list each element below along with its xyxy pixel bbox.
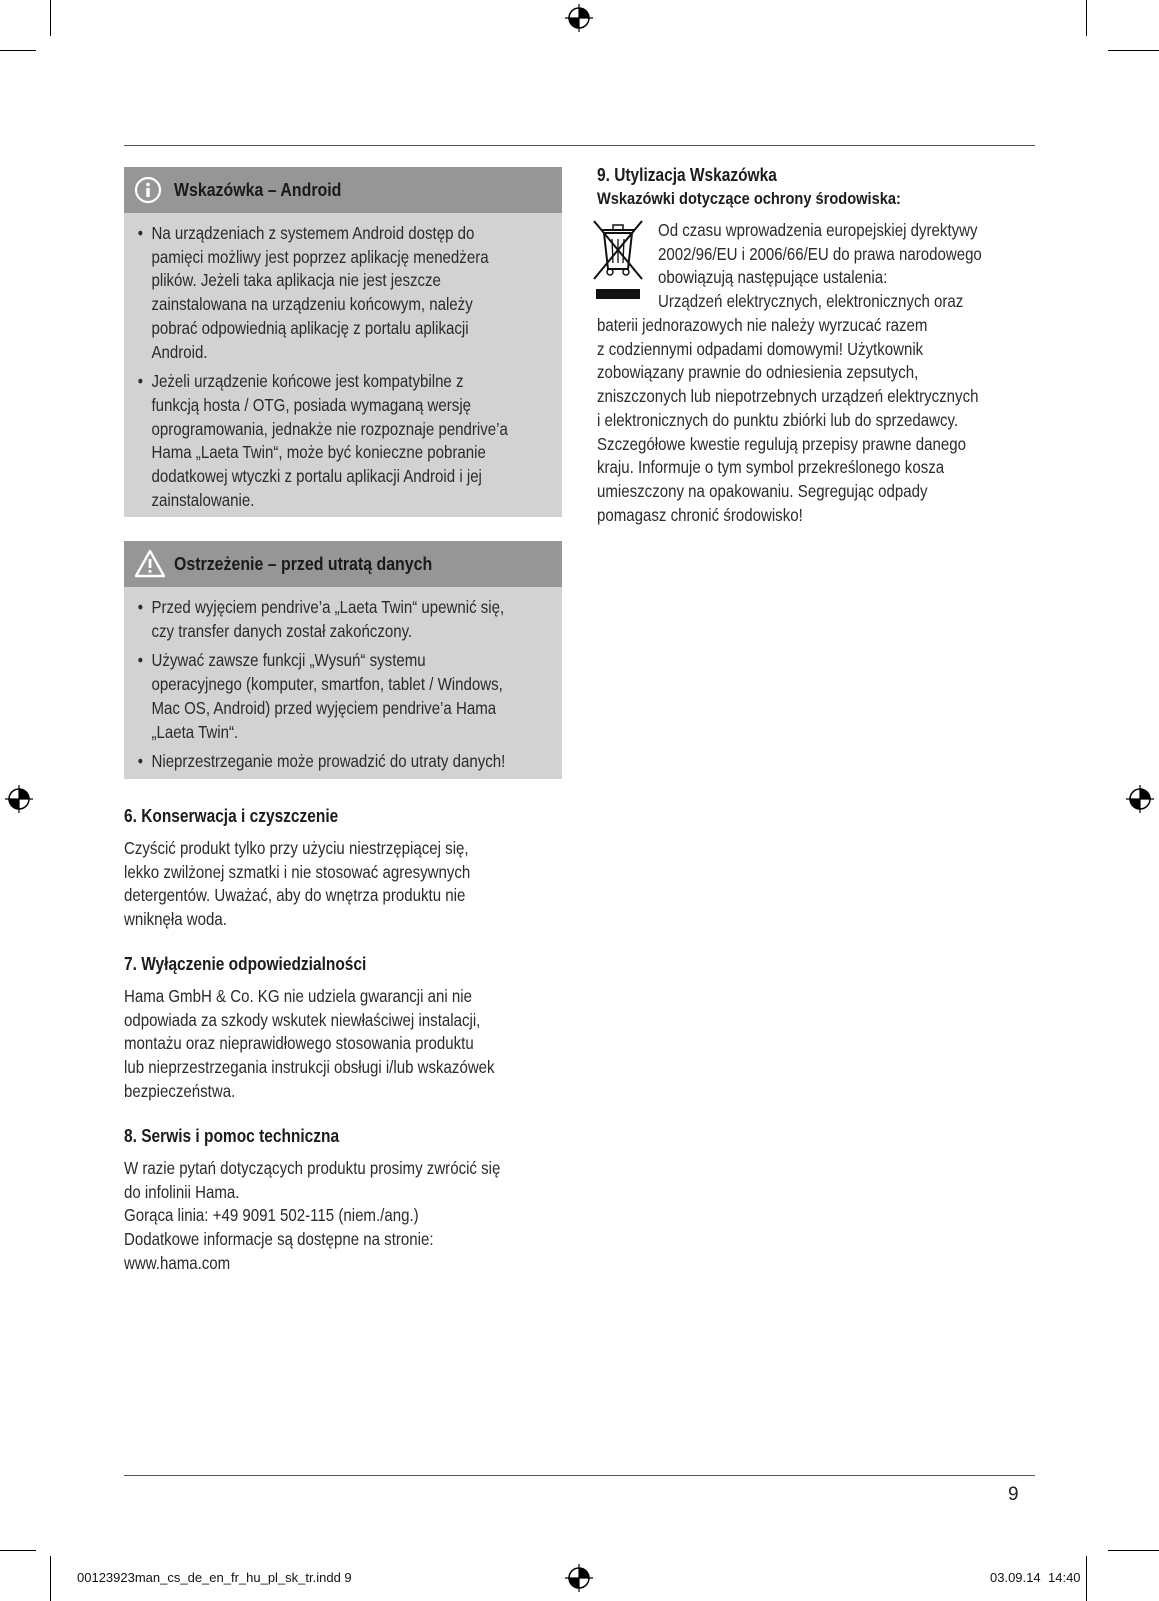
footer-time: 14:40: [1048, 1570, 1081, 1585]
section-6-heading: 6. Konserwacja i czyszczenie: [124, 806, 339, 826]
section-9-heading: 9. Utylizacja Wskazówka: [597, 165, 777, 185]
header-rule: [124, 145, 1035, 146]
hint-list: [136, 222, 508, 512]
crossed-out-bin-icon: [590, 217, 646, 302]
warning-box-body: [124, 587, 562, 779]
registration-mark-icon: [565, 4, 593, 32]
footer-rule: [124, 1475, 1035, 1476]
section-9-body: baterii jednorazowych nie należy wyrzucać razem z codziennymi odpadami domowymi! Użytkownik zobowiązany prawnie do odniesienia zepsutych, zniszczonych lub niepotrzebnych urządzeń elektrycznych i elektronicznych do punktu zbiórki lub do sprzedawcy. Szczegółowe kwestie regulują przepisy prawne danego kraju. Informuje o tym symbol przekreślonego kosza umieszczony na opakowaniu. Segregując odpady pomagasz chronić środowisko!: [597, 315, 979, 525]
warning-icon: [134, 549, 166, 579]
section-6-body: Czyścić produkt tylko przy użyciu niestrzępiącej się, lekko zwilżonej szmatki i nie stosować agresywnych detergentów. Uważać, aby do wnętrza produktu nie wniknęła woda.: [124, 838, 471, 930]
crop-mark: [50, 0, 51, 36]
warning-list: [136, 596, 505, 774]
section-7-heading: 7. Wyłączenie odpowiedzialności: [124, 954, 367, 974]
crop-mark: [1108, 1550, 1159, 1551]
footer-filename: 00123923man_cs_de_en_fr_hu_pl_sk_tr.indd 9: [77, 1570, 352, 1585]
page-number: 9: [1008, 1484, 1019, 1505]
warning-box-header: [124, 541, 562, 587]
list-item: • Nieprzestrzeganie może prowadzić do utraty danych!: [136, 750, 505, 774]
crop-mark: [0, 50, 36, 51]
hint-box-title: Wskazówka – Android: [174, 179, 342, 200]
footer-date: 03.09.14: [990, 1570, 1041, 1585]
list-item: • Przed wyjęciem pendrive’a „Laeta Twin“ upewnić się, czy transfer danych został zakończony.: [136, 596, 505, 643]
registration-mark-icon: [5, 785, 33, 813]
registration-mark-icon: [565, 1564, 593, 1592]
hint-box-header: [124, 167, 562, 213]
registration-mark-icon: [1126, 785, 1154, 813]
info-icon: [134, 176, 162, 204]
hint-box-body: [124, 213, 562, 517]
section-8-body: W razie pytań dotyczących produktu prosimy zwrócić się do infolinii Hama. Gorąca linia: +49 9091 502-115 (niem./ang.) Dodatkowe informacje są dostępne na stronie: www.hama.com: [124, 1158, 501, 1273]
crop-mark: [1086, 1556, 1087, 1601]
list-item: • Na urządzeniach z systemem Android dostęp do pamięci możliwy jest poprzez aplikację menedżera plików. Jeżeli taka aplikacja nie jest jeszcze zainstalowana na urządzeniu końcowym, należy pobrać odpowiednią aplikację z portalu aplikacji Android.: [136, 222, 508, 364]
crop-mark: [0, 1550, 36, 1551]
section-7-body: Hama GmbH & Co. KG nie udziela gwarancji ani nie odpowiada za szkody wskutek niewłaściwej instalacji, montażu oraz nieprawidłowego stosowania produktu lub nieprzestrzegania instrukcji obsługi i/lub wskazówek bezpieczeństwa.: [124, 986, 495, 1101]
crop-mark: [1108, 50, 1159, 51]
section-9-indented-text: Od czasu wprowadzenia europejskiej dyrektywy 2002/96/EU i 2006/66/EU do prawa narodowego obowiązują następujące ustalenia: Urządzeń elektrycznych, elektronicznych oraz: [658, 220, 982, 312]
section-9-subtitle: Wskazówki dotyczące ochrony środowiska:: [597, 189, 901, 208]
warning-box-title: Ostrzeżenie – przed utratą danych: [174, 553, 433, 574]
section-8-heading: 8. Serwis i pomoc techniczna: [124, 1126, 340, 1146]
crop-mark: [1086, 0, 1087, 36]
list-item: • Jeżeli urządzenie końcowe jest kompatybilne z funkcją hosta / OTG, posiada wymaganą wersję oprogramowania, jednakże nie rozpoznaje pendrive’a Hama „Laeta Twin“, może być konieczne pobranie dodatkowej wtyczki z portalu aplikacji Android i jej zainstalowanie.: [136, 370, 508, 512]
crop-mark: [50, 1556, 51, 1601]
list-item: • Używać zawsze funkcji „Wysuń“ systemu operacyjnego (komputer, smartfon, tablet / Windows, Mac OS, Android) przed wyjęciem pendrive’a Hama „Laeta Twin“.: [136, 649, 505, 744]
